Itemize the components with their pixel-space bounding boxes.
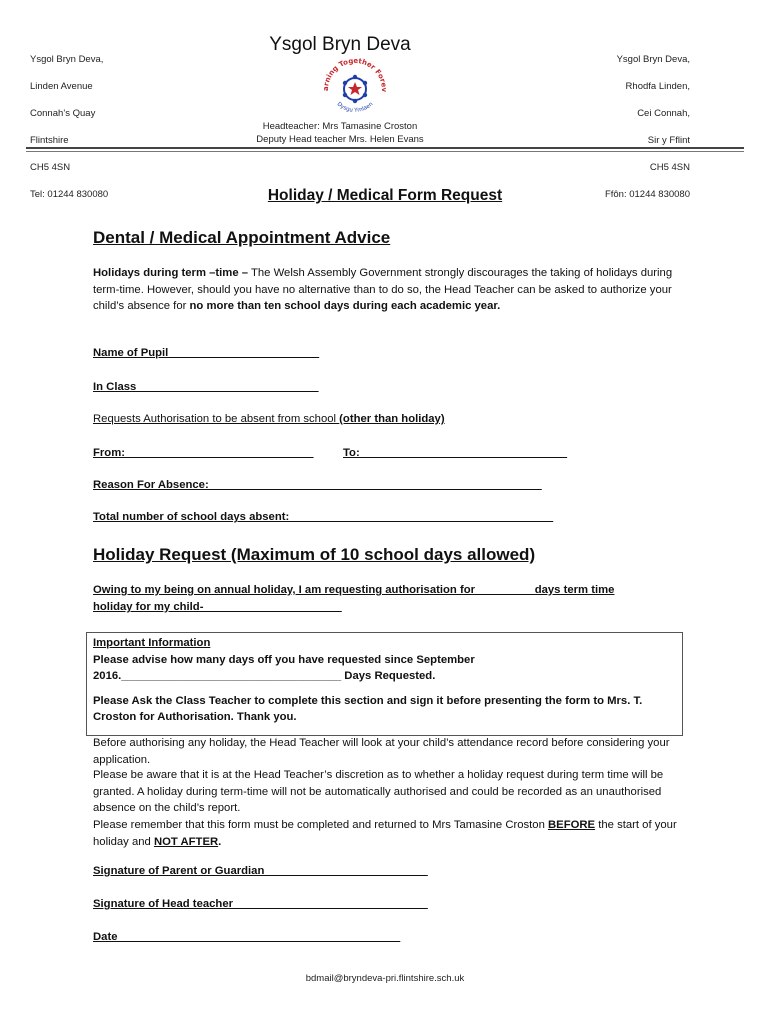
total-days-field[interactable]: Total number of school days absent:__________________________________________ bbox=[93, 511, 554, 523]
school-title: Ysgol Bryn Deva bbox=[269, 34, 411, 55]
dental-heading: Dental / Medical Appointment Advice bbox=[93, 228, 391, 247]
request-bold: (other than holiday) bbox=[339, 413, 445, 425]
remember-end: . bbox=[218, 835, 222, 848]
parent-signature-field[interactable]: Signature of Parent or Guardian__________________________ bbox=[93, 865, 428, 877]
intro-text: The Welsh Assembly Government strongly discourages the taking of holidays during term-time. However, should you have no alternative than to do so, the Head Teacher can be asked to authorize your child’s absence for bbox=[93, 267, 673, 312]
headteacher-line: Headteacher: Mrs Tamasine Croston bbox=[262, 121, 418, 132]
to-field[interactable]: To:_________________________________ bbox=[343, 447, 568, 459]
remember-mid: the start of your holiday and bbox=[93, 819, 677, 848]
address-left-line: Tel: 01244 830080 bbox=[30, 188, 109, 200]
staff-info bbox=[190, 120, 490, 146]
info-line-1: Please advise how many days off you have requested since September bbox=[93, 653, 475, 666]
school-logo bbox=[318, 56, 392, 116]
school-logo-icon bbox=[318, 56, 392, 116]
remember-paragraph bbox=[93, 817, 688, 850]
address-left-line: Connah’s Quay bbox=[30, 107, 96, 119]
owing-line-1[interactable]: Owing to my being on annual holiday, I am requesting authorisation for _________days term time bbox=[93, 584, 615, 596]
address-left-line: Flintshire bbox=[30, 134, 69, 146]
owing-line-2[interactable]: holiday for my child-______________________ bbox=[93, 601, 342, 613]
logo-arc-text: arning Together Forev bbox=[321, 56, 389, 93]
remember-before: BEFORE bbox=[548, 819, 596, 831]
header-divider bbox=[26, 147, 744, 149]
address-right-line: Rhodfa Linden, bbox=[625, 80, 690, 92]
address-right-line: Sir y Fflint bbox=[647, 134, 690, 146]
address-right-line: CH5 4SN bbox=[649, 161, 690, 173]
head-signature-field[interactable]: Signature of Head teacher_______________________________ bbox=[93, 898, 428, 910]
intro-bold-end: no more than ten school days during each academic year. bbox=[189, 300, 501, 312]
class-field[interactable]: In Class_____________________________ bbox=[93, 381, 319, 393]
form-title: Holiday / Medical Form Request bbox=[267, 187, 503, 204]
intro-bold: Holidays during term –time – bbox=[93, 267, 249, 279]
intro-paragraph bbox=[93, 265, 683, 315]
pupil-name-field[interactable]: Name of Pupil________________________ bbox=[93, 347, 320, 359]
footer-email: bdmail@bryndeva-pri.flintshire.sch.uk bbox=[305, 973, 465, 984]
info-heading: Important Information bbox=[93, 637, 211, 649]
address-left-line: Linden Avenue bbox=[30, 80, 93, 92]
deputy-line: Deputy Head teacher Mrs. Helen Evans bbox=[256, 134, 424, 145]
from-field[interactable]: From:______________________________ bbox=[93, 447, 314, 459]
holiday-heading: Holiday Request (Maximum of 10 school days allowed) bbox=[93, 545, 536, 564]
remember-not-after: NOT AFTER bbox=[153, 835, 219, 848]
address-right-line: Cei Connah, bbox=[637, 107, 690, 119]
important-info bbox=[93, 635, 683, 726]
aware-paragraph: Please be aware that it is at the Head Teacher’s discretion as to whether a holiday request during term time will be granted. A holiday during term-time will not be automatically authorised and could be recorded as an unauthorised absence on the child’s report. bbox=[93, 769, 664, 814]
address-left-line: Ysgol Bryn Deva, bbox=[30, 53, 104, 65]
request-line bbox=[93, 413, 445, 425]
address-left-line: CH5 4SN bbox=[30, 161, 71, 173]
header-divider-thin bbox=[26, 151, 744, 152]
date-field[interactable]: Date_____________________________________________ bbox=[93, 931, 401, 943]
address-right-line: Ffôn: 01244 830080 bbox=[604, 188, 690, 200]
info-line-2[interactable]: 2016.___________________________________ Days Requested. bbox=[93, 670, 436, 682]
reason-field[interactable]: Reason For Absence:_____________________________________________________ bbox=[93, 479, 542, 491]
before-paragraph: Before authorising any holiday, the Head Teacher will look at your child’s attendance record before considering your application. bbox=[93, 737, 670, 766]
address-right-line: Ysgol Bryn Deva, bbox=[616, 53, 690, 65]
remember-text: Please remember that this form must be completed and returned to Mrs Tamasine Croston bbox=[93, 819, 549, 831]
logo-arc-text-bottom: Dysgu Ymlaen bbox=[335, 101, 375, 114]
request-text: Requests Authorisation to be absent from school bbox=[93, 413, 340, 425]
info-line-3: Please Ask the Class Teacher to complete this section and sign it before presenting the form to Mrs. T. Croston for Authorisation. Thank you. bbox=[93, 694, 643, 723]
